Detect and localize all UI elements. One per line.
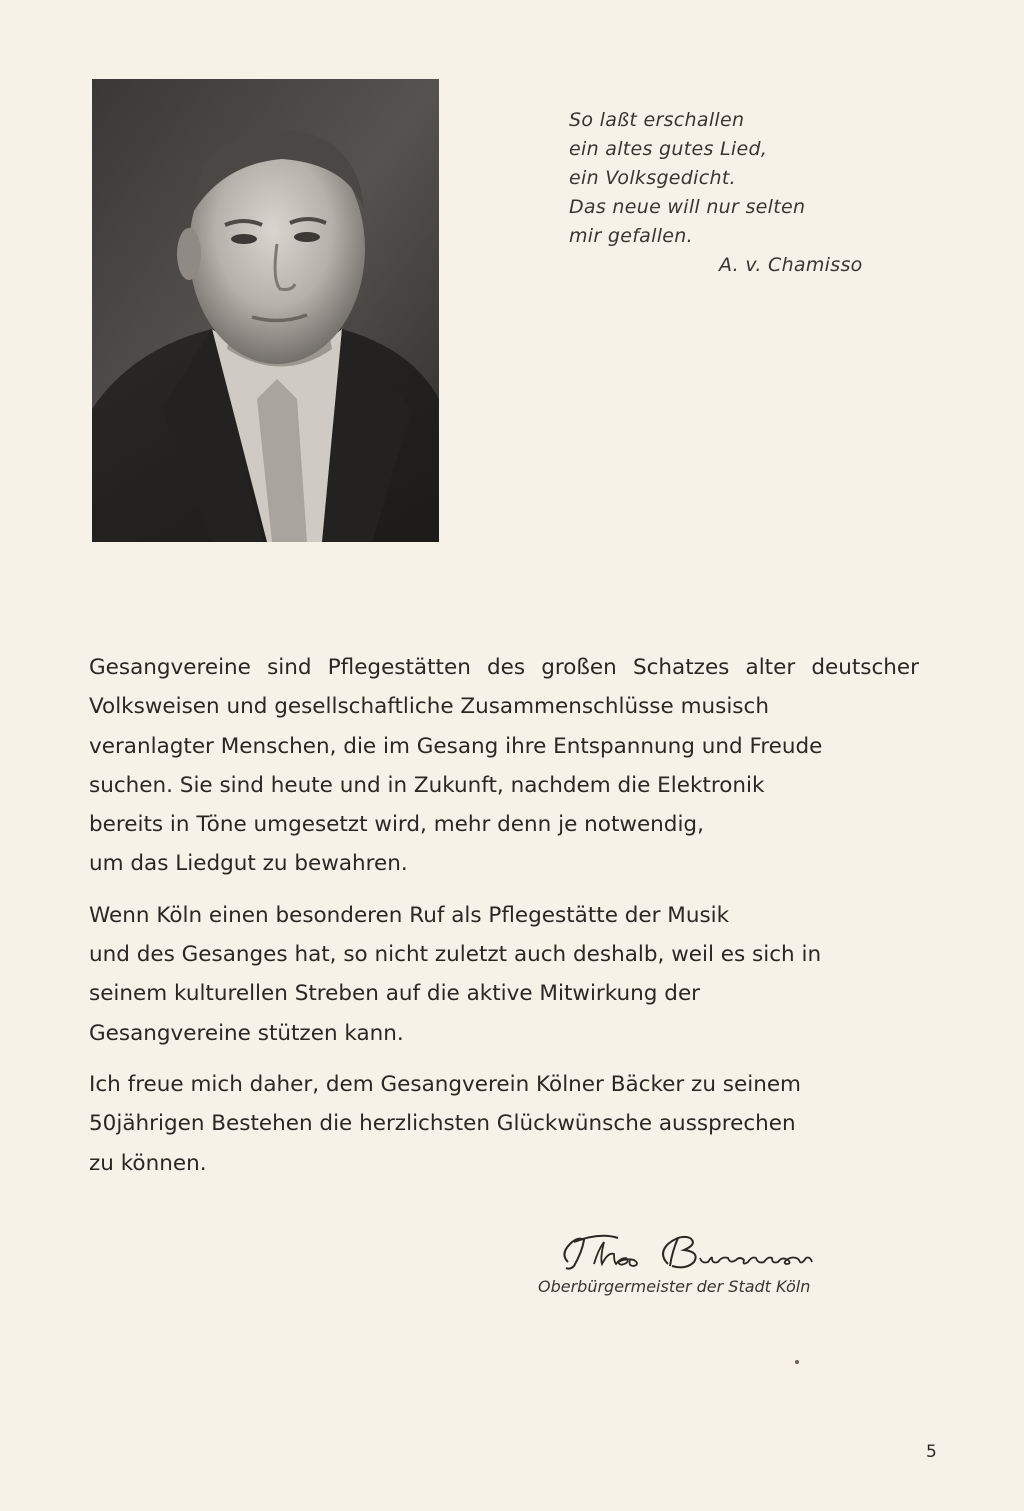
poem-line: So laßt erschallen (569, 109, 745, 131)
paragraph-3 (89, 1065, 919, 1183)
text-line: suchen. Sie sind heute und in Zukunft, nachdem die Elektronik (89, 772, 765, 798)
paragraph-1 (89, 648, 919, 884)
text-line: veranlagter Menschen, die im Gesang ihre Entspannung und Freude (89, 733, 823, 759)
paper-speck (795, 1360, 799, 1364)
text-line: Gesangvereine sind Pflegestätten des großen Schatzes alter deutscher (89, 655, 919, 680)
text-line: Wenn Köln einen besonderen Ruf als Pflegestätte der Musik (89, 902, 730, 928)
poem-author: A. v. Chamisso (719, 254, 863, 276)
text-line: bereits in Töne umgesetzt wird, mehr denn je notwendig, (89, 812, 704, 838)
page-number: 5 (926, 1442, 937, 1462)
portrait-photo (92, 79, 439, 542)
poem-line: mir gefallen. (569, 225, 693, 247)
poem-line: ein altes gutes Lied, (569, 138, 768, 160)
paragraph-2 (89, 896, 919, 1053)
text-line: Ich freue mich daher, dem Gesangverein Kölner Bäcker zu seinem (89, 1071, 801, 1097)
text-line: und des Gesanges hat, so nicht zuletzt auch deshalb, weil es sich in (89, 942, 822, 968)
text-line: zu können. (89, 1150, 207, 1176)
signer-title: Oberbürgermeister der Stadt Köln (538, 1277, 811, 1296)
text-line: seinem kulturellen Streben auf die aktive Mitwirkung der (89, 981, 701, 1007)
text-line: 50jährigen Bestehen die herzlichsten Glückwünsche aussprechen (89, 1111, 796, 1137)
handwritten-signature (560, 1224, 850, 1274)
portrait-image (92, 79, 439, 542)
poem-line: ein Volksgedicht. (569, 167, 736, 189)
signature-icon (560, 1224, 850, 1274)
text-line: Volksweisen und gesellschaftliche Zusammenschlüsse musisch (89, 694, 769, 720)
letter-body (89, 648, 919, 1195)
poem-quote (569, 106, 899, 280)
text-line: Gesangvereine stützen kann. (89, 1020, 404, 1046)
text-line: um das Liedgut zu bewahren. (89, 851, 408, 877)
poem-line: Das neue will nur selten (569, 196, 806, 218)
